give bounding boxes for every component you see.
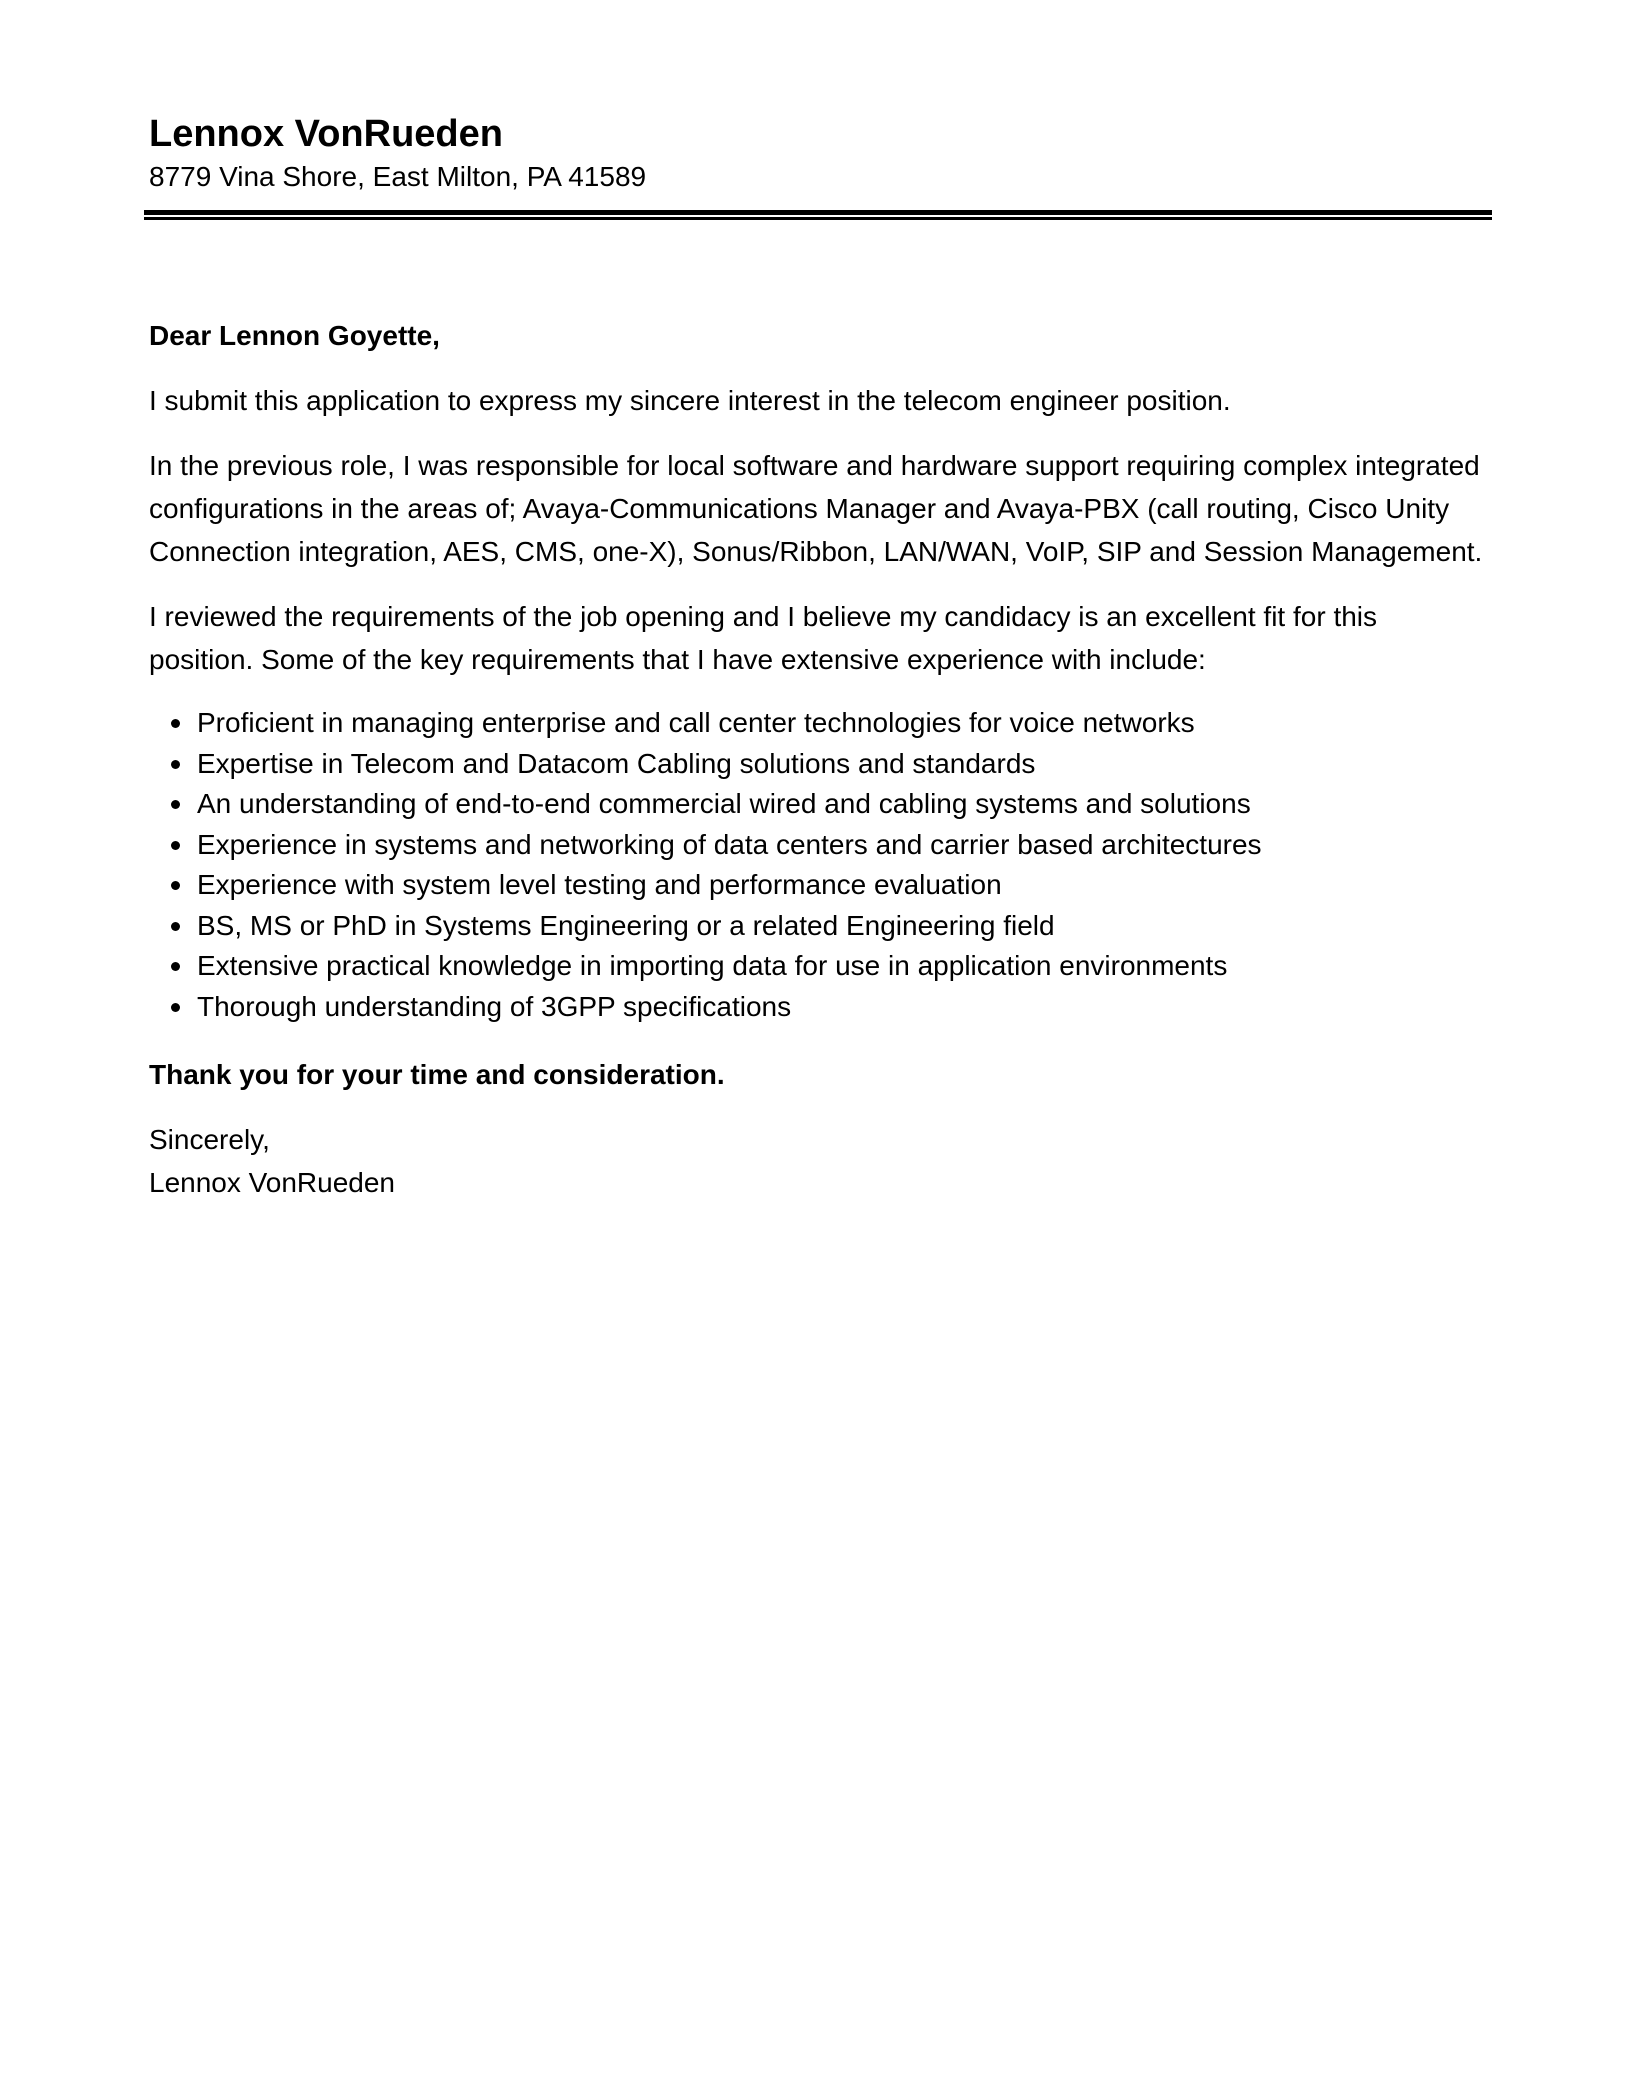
- list-item: [149, 784, 1487, 825]
- bullet-icon: [171, 962, 180, 971]
- signoff: Sincerely,: [149, 1124, 270, 1155]
- bullet-icon: [171, 800, 180, 809]
- list-item-text: BS, MS or PhD in Systems Engineering or a related Engineering field: [197, 909, 1055, 941]
- sender-name: Lennox VonRueden: [149, 113, 503, 155]
- list-item: [149, 865, 1487, 906]
- bullet-icon: [171, 841, 180, 850]
- list-item-text: Experience in systems and networking of data centers and carrier based architectures: [197, 828, 1262, 860]
- list-item: [149, 987, 1487, 1028]
- intro-paragraph: I submit this application to express my sincere interest in the telecom engineer position.: [149, 385, 1231, 416]
- requirements-intro-paragraph: I reviewed the requirements of the job opening and I believe my candidacy is an excellent fit for this position. Some of the key requirements that I have extensive experience with include:: [149, 601, 1378, 675]
- list-item-text: Extensive practical knowledge in importing data for use in application environments: [197, 950, 1228, 981]
- list-item: [149, 703, 1487, 744]
- bullet-icon: [171, 719, 180, 728]
- list-item: [149, 906, 1487, 947]
- experience-paragraph: In the previous role, I was responsible for local software and hardware support requiring complex integrated configurations in the areas of; Avaya-Communications Manager and Avaya-PBX (call routing, Cisco Unity Connection integration, AES, CMS, one-X), Sonus/Ribbon, LAN/WAN, VoIP, SIP and Session Management.: [149, 450, 1483, 567]
- list-item: [149, 744, 1487, 785]
- closing-line: Thank you for your time and consideration.: [149, 1059, 725, 1090]
- requirements-list: [149, 703, 1487, 1027]
- bullet-icon: [171, 922, 180, 931]
- signature-name: Lennox VonRueden: [149, 1167, 395, 1198]
- list-item-text: Thorough understanding of 3GPP specifications: [197, 990, 792, 1022]
- letter-body: [149, 314, 1487, 1204]
- list-item-text: Expertise in Telecom and Datacom Cabling solutions and standards: [197, 747, 1036, 779]
- salutation: Dear Lennon Goyette,: [149, 320, 440, 351]
- sender-address: 8779 Vina Shore, East Milton, PA 41589: [149, 161, 647, 192]
- list-item-text: An understanding of end-to-end commercial wired and cabling systems and solutions: [197, 788, 1251, 819]
- header-divider: [144, 210, 1492, 220]
- list-item: [149, 825, 1487, 866]
- bullet-icon: [171, 881, 180, 890]
- list-item-text: Experience with system level testing and performance evaluation: [197, 869, 1002, 900]
- bullet-icon: [171, 1003, 180, 1012]
- bullet-icon: [171, 760, 180, 769]
- list-item: [149, 946, 1487, 987]
- list-item-text: Proficient in managing enterprise and call center technologies for voice networks: [197, 707, 1195, 738]
